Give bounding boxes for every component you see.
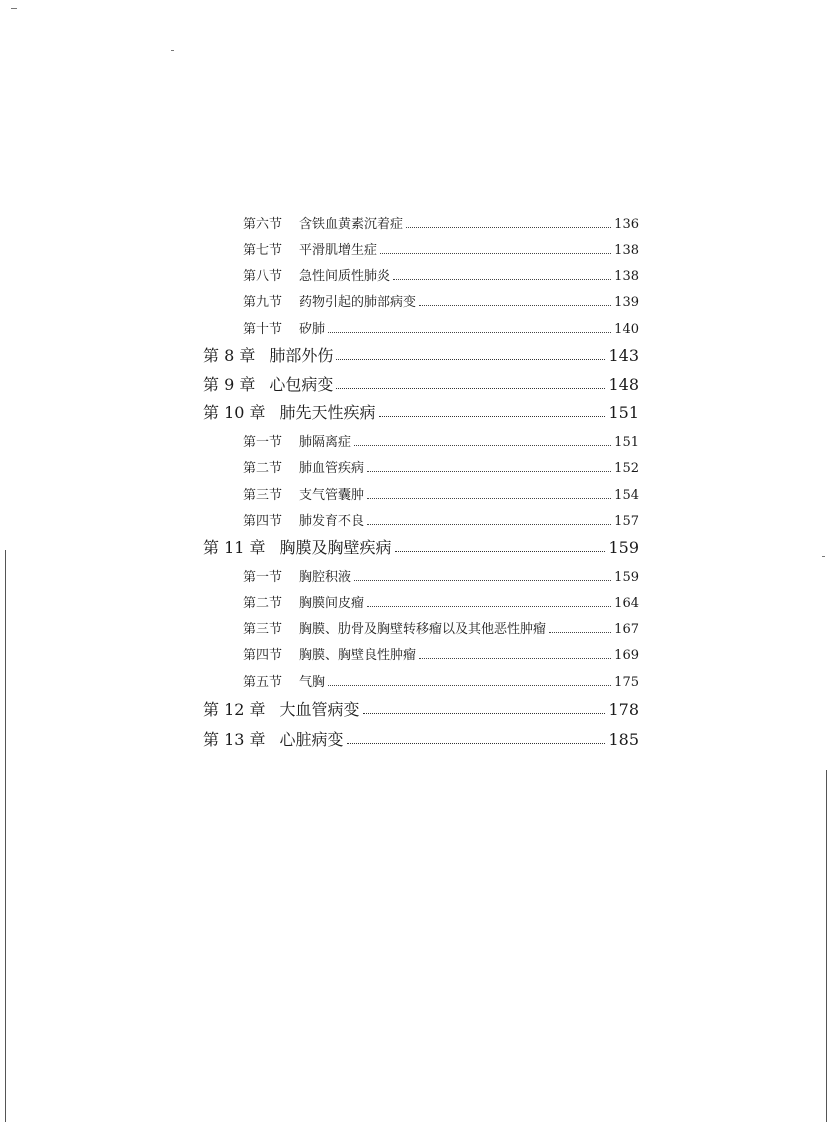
toc-entry xyxy=(243,510,639,528)
dot-leader xyxy=(380,252,611,254)
toc-chapter-page: 143 xyxy=(608,346,639,365)
toc-chapter-page: 148 xyxy=(608,375,639,394)
dot-leader xyxy=(549,631,611,633)
scan-mark xyxy=(171,50,174,51)
toc-entry-title: 肺发育不良 xyxy=(299,514,365,528)
toc-entry-page: 136 xyxy=(614,217,639,231)
toc-entry-title: 支气管囊肿 xyxy=(299,488,365,502)
toc-entry xyxy=(243,431,639,449)
toc-entry-title: 胸腔积液 xyxy=(299,570,352,584)
toc-entry-number: 第一节 xyxy=(243,435,283,449)
toc-entry-page: 175 xyxy=(614,675,639,689)
toc-chapter-number: 第 8 章 xyxy=(203,346,256,365)
toc-entry-number: 第五节 xyxy=(243,675,283,689)
toc-entry-page: 159 xyxy=(614,570,639,584)
toc-entry-number: 第三节 xyxy=(243,488,283,502)
toc-entry-page: 151 xyxy=(614,435,639,449)
toc-entry-title: 肺隔离症 xyxy=(299,435,352,449)
toc-chapter xyxy=(203,343,639,365)
toc-entry-page: 140 xyxy=(614,322,639,336)
toc-entry xyxy=(243,291,639,309)
toc-entry xyxy=(243,592,639,610)
toc-entry-title: 胸膜、肋骨及胸壁转移瘤以及其他恶性肿瘤 xyxy=(299,622,547,636)
toc-entry-page: 157 xyxy=(614,514,639,528)
toc-entry xyxy=(243,318,639,336)
dot-leader xyxy=(336,387,605,389)
toc-entry xyxy=(243,265,639,283)
dot-leader xyxy=(354,444,611,446)
toc-entry-title: 胸膜间皮瘤 xyxy=(299,596,365,610)
dot-leader xyxy=(379,415,606,417)
toc-entry-number: 第四节 xyxy=(243,648,283,662)
toc-chapter-page: 178 xyxy=(608,700,639,719)
toc-entry-title: 肺血管疾病 xyxy=(299,461,365,475)
toc-entry-page: 138 xyxy=(614,269,639,283)
toc-chapter-title: 大血管病变 xyxy=(279,700,360,719)
toc-entry-title: 平滑肌增生症 xyxy=(299,243,378,257)
toc-chapter xyxy=(203,697,639,719)
toc-entry xyxy=(243,566,639,584)
scan-edge-line xyxy=(826,770,827,1122)
toc-entry xyxy=(243,618,639,636)
toc-chapter xyxy=(203,535,639,557)
dot-leader xyxy=(354,579,611,581)
toc-chapter-number: 第 12 章 xyxy=(203,700,266,719)
toc-entry-number: 第六节 xyxy=(243,217,283,231)
toc-entry xyxy=(243,644,639,662)
toc-entry-number: 第二节 xyxy=(243,461,283,475)
toc-chapter-number: 第 10 章 xyxy=(203,403,266,422)
toc-chapter-number: 第 9 章 xyxy=(203,375,256,394)
dot-leader xyxy=(406,226,611,228)
toc-entry-number: 第八节 xyxy=(243,269,283,283)
toc-chapter-page: 185 xyxy=(608,730,639,749)
dot-leader xyxy=(419,657,611,659)
toc-chapter-title: 心包病变 xyxy=(269,375,334,394)
toc-entry-title: 胸膜、胸壁良性肿瘤 xyxy=(299,648,417,662)
scan-mark xyxy=(11,8,17,9)
toc-entry-page: 164 xyxy=(614,596,639,610)
toc-entry-page: 169 xyxy=(614,648,639,662)
toc-chapter xyxy=(203,727,639,749)
dot-leader xyxy=(328,331,611,333)
toc-entry-page: 138 xyxy=(614,243,639,257)
dot-leader xyxy=(363,712,606,714)
toc-entry-page: 152 xyxy=(614,461,639,475)
scan-mark xyxy=(822,556,825,557)
scan-edge-line xyxy=(5,550,6,1122)
toc-chapter-title: 心脏病变 xyxy=(279,730,344,749)
toc-chapter-page: 159 xyxy=(608,538,639,557)
dot-leader xyxy=(328,684,611,686)
toc-entry xyxy=(243,671,639,689)
toc-entry-number: 第四节 xyxy=(243,514,283,528)
toc-entry-title: 药物引起的肺部病变 xyxy=(299,295,417,309)
dot-leader xyxy=(419,304,611,306)
dot-leader xyxy=(347,742,606,744)
toc-entry-number: 第一节 xyxy=(243,570,283,584)
toc-entry xyxy=(243,239,639,257)
toc-chapter-title: 胸膜及胸壁疾病 xyxy=(279,538,392,557)
toc-entry xyxy=(243,213,639,231)
dot-leader xyxy=(395,550,606,552)
dot-leader xyxy=(336,358,605,360)
toc-entry-title: 含铁血黄素沉着症 xyxy=(299,217,404,231)
toc-entry-number: 第二节 xyxy=(243,596,283,610)
toc-entry-number: 第三节 xyxy=(243,622,283,636)
toc-entry-number: 第十节 xyxy=(243,322,283,336)
toc-entry-title: 矽肺 xyxy=(299,322,326,336)
dot-leader xyxy=(367,497,611,499)
toc-entry-title: 气胸 xyxy=(299,675,326,689)
toc-chapter xyxy=(203,400,639,422)
toc-chapter xyxy=(203,372,639,394)
toc-chapter-number: 第 11 章 xyxy=(203,538,266,557)
dot-leader xyxy=(367,470,611,472)
toc-entry-page: 139 xyxy=(614,295,639,309)
toc-entry-number: 第七节 xyxy=(243,243,283,257)
toc-chapter-title: 肺先天性疾病 xyxy=(279,403,376,422)
toc-entry-number: 第九节 xyxy=(243,295,283,309)
toc-chapter-number: 第 13 章 xyxy=(203,730,266,749)
toc-chapter-page: 151 xyxy=(608,403,639,422)
toc-entry-page: 154 xyxy=(614,488,639,502)
toc-entry-page: 167 xyxy=(614,622,639,636)
dot-leader xyxy=(367,605,611,607)
dot-leader xyxy=(393,278,611,280)
toc-entry xyxy=(243,457,639,475)
toc-entry-title: 急性间质性肺炎 xyxy=(299,269,391,283)
toc-entry xyxy=(243,484,639,502)
dot-leader xyxy=(367,523,611,525)
toc-chapter-title: 肺部外伤 xyxy=(269,346,334,365)
